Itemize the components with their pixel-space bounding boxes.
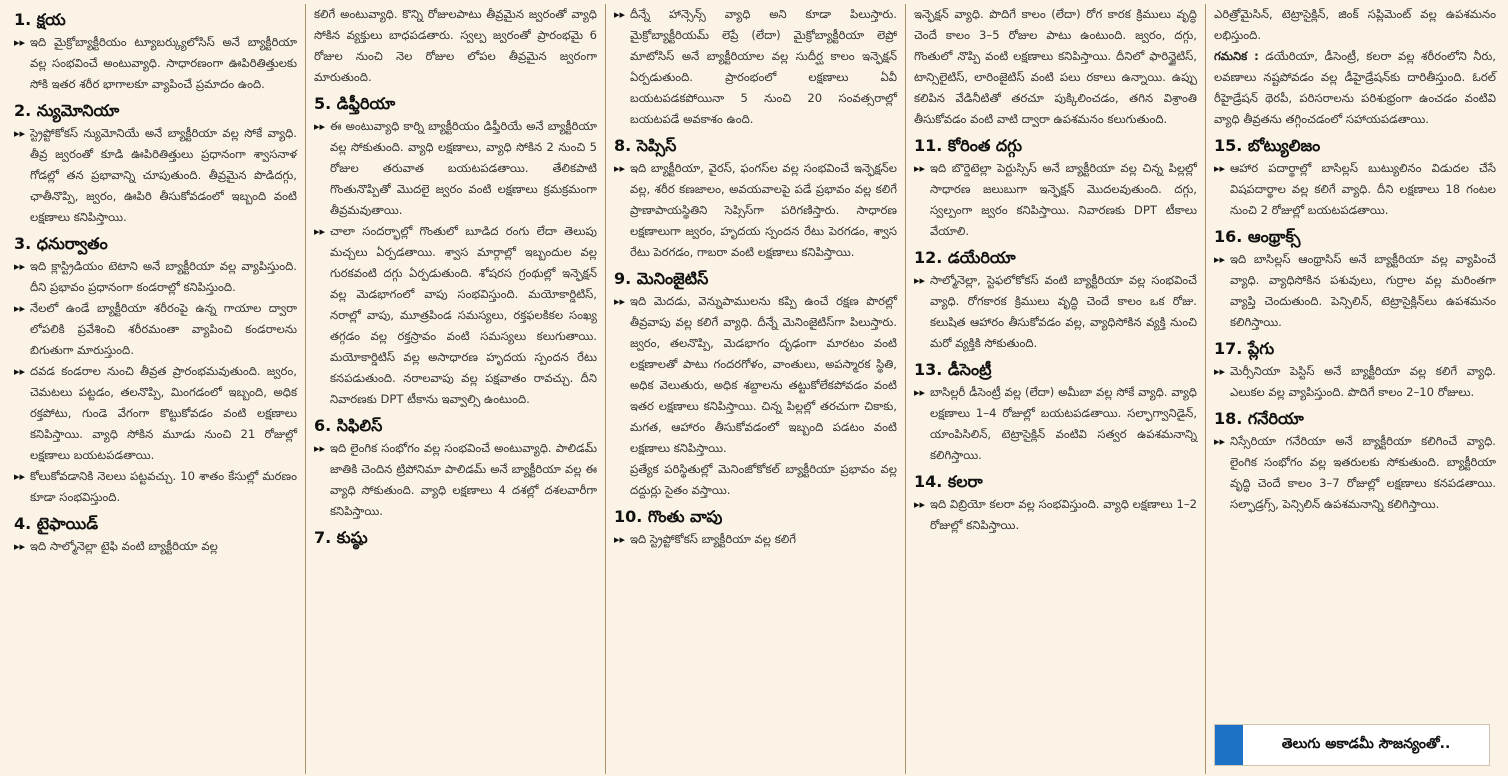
credit-text: తెలుగు అకాడమీ సౌజన్యంతో..	[1281, 735, 1451, 752]
double-arrow-bullet-icon: ▸▸	[614, 533, 626, 546]
bullet-paragraph	[314, 116, 597, 221]
disease-section	[1214, 227, 1496, 333]
disease-section	[614, 507, 897, 550]
paragraph-text: సాల్మోనెల్లా, స్టెఫలోకోకస్ వంటి బ్యాక్టీరియా వల్ల సంభవించే వ్యాధి. రోగకారక క్రిములు వృద్ధి చెందే కాలం ఒక రోజు. కలుషిత ఆహారం తీసుకోవడం వల్ల, వ్యాధిసోకిన వ్యక్తి నుంచి మరో వ్యక్తికి సోకుతుంది.	[930, 273, 1197, 350]
section-title: 17. ప్లేగు	[1214, 339, 1275, 358]
bullet-paragraph	[1214, 158, 1496, 221]
double-arrow-bullet-icon: ▸▸	[14, 365, 26, 378]
section-title: 9. మెనింజైటిస్	[614, 269, 709, 288]
double-arrow-bullet-icon: ▸▸	[914, 386, 926, 399]
section-title: 4. టైఫాయిడ్	[14, 514, 99, 533]
bullet-paragraph	[14, 298, 297, 361]
bullet-paragraph	[614, 158, 897, 263]
disease-section	[314, 528, 597, 548]
paragraph-text: ఇది లైంగిక సంభోగం వల్ల సంభవించే అంటువ్యాధి. పాలిడమ్ జాతికి చెందిన ట్రిపోనిమా పాలిడమ్ అనే బ్యాక్టీరియా వల్ల ఈ వ్యాధి సోకుతుంది. వ్యాధి లక్షణాలు 4 దశల్లో దశలవారీగా కనిపిస్తాయి.	[330, 441, 597, 518]
disease-section	[914, 136, 1197, 242]
bullet-paragraph	[14, 32, 297, 95]
credit-box	[1214, 724, 1490, 766]
disease-section	[314, 416, 597, 522]
section-title: 12. డయేరియా	[914, 248, 1016, 267]
bullet-paragraph	[1214, 431, 1496, 515]
double-arrow-bullet-icon: ▸▸	[1214, 435, 1226, 448]
bullet-paragraph	[314, 221, 597, 410]
disease-section	[14, 234, 297, 508]
double-arrow-bullet-icon: ▸▸	[914, 162, 926, 175]
paragraph-text: ఇది విబ్రియో కలరా వల్ల సంభవిస్తుంది. వ్యాధి లక్షణాలు 1–2 రోజుల్లో కనిపిస్తాయి.	[930, 497, 1197, 532]
double-arrow-bullet-icon: ▸▸	[314, 120, 326, 133]
section-title: 15. బోట్యులిజం	[1214, 136, 1321, 155]
paragraph-text: ఇది బాసిల్లస్ ఆంథ్రాసిస్ అనే బ్యాక్టీరియా వల్ల వ్యాపించే వ్యాధి. వ్యాధిసోకిన పశువులు, గుర్రాల వల్ల మరింతగా వ్యాప్తి చెందుతుంది. పెన్సిలిన్, టెట్రాసైక్లిన్‌లు ఉపశమనం కలిగిస్తాయి.	[1230, 252, 1496, 329]
bullet-paragraph	[914, 158, 1197, 242]
disease-section	[14, 10, 297, 95]
bullet-paragraph	[614, 529, 897, 550]
paragraph-text: దవడ కండరాల నుంచి తీవ్రత ప్రారంభమవుతుంది. జ్వరం, చెమటలు పట్టడం, తలనొప్పి, మింగడంలో ఇబ్బంది, అధిక రక్తపోటు, గుండె వేగంగా కొట్టుకోవడం వంటి లక్షణాలు కనిపిస్తాయి. వ్యాధి సోకిన మూడు నుంచి 21 రోజుల్లో లక్షణాలు బయటపడతాయి.	[30, 364, 297, 462]
double-arrow-bullet-icon: ▸▸	[14, 540, 26, 553]
double-arrow-bullet-icon: ▸▸	[914, 274, 926, 287]
paragraph-text: ఈ అంటువ్యాధి కార్ని బ్యాక్టీరియం డిఫ్తీరియే అనే బ్యాక్టీరియా వల్ల సోకుతుంది. వ్యాధి లక్షణాలు, వ్యాధి సోకిన 2 నుంచి 5 రోజుల తరువాత బయటపడతాయి. తేలికపాటి గొంతునొప్పితో మొదలై జ్వరం వంటి లక్షణాలు క్రమక్రమంగా తీవ్రమవుతాయి.	[330, 119, 597, 217]
disease-section	[14, 514, 297, 557]
bullet-paragraph	[1214, 361, 1496, 403]
disease-section	[14, 101, 297, 228]
column-1	[6, 4, 306, 774]
double-arrow-bullet-icon: ▸▸	[14, 36, 26, 49]
paragraph-text: నిస్సేరియా గనేరియా అనే బ్యాక్టీరియా కలిగించే వ్యాధి. లైంగిక సంభోగం వల్ల ఇతరులకు సోకుతుంది. బ్యాక్టీరియా వృద్ధి చెందే కాలం 3–7 రోజుల్లో లక్షణాలు కనపడతాయి. సల్ఫాడ్రగ్స్, పెన్సిలిన్ ఉపశమనాన్ని కలిగిస్తాయి.	[1230, 434, 1496, 511]
bullet-paragraph	[14, 466, 297, 508]
paragraph-text: స్ట్రెప్టోకోకస్ న్యుమోనియే అనే బ్యాక్టీరియా వల్ల సోకే వ్యాధి. తీవ్ర జ్వరంతో కూడి ఊపిరితిత్తులు ప్రధానంగా శ్వాసనాళ గోడల్లో తన ప్రభావాన్ని చూపుతుంది. తీవ్రమైన పొడిదగ్గు, ఛాతీనొప్పి, జ్వరం, ఊపిరి తీసుకోవడంలో ఇబ్బంది వంటి లక్షణాలు కనిపిస్తాయి.	[30, 126, 297, 224]
disease-section	[914, 472, 1197, 536]
lead-paragraph: ఎరిత్రోమైసిన్, టెట్రాసైక్లిన్, జింక్ సప్లిమెంట్ వల్ల ఉపశమనం లభిస్తుంది.	[1214, 7, 1496, 42]
double-arrow-bullet-icon: ▸▸	[1214, 162, 1226, 175]
double-arrow-bullet-icon: ▸▸	[14, 260, 26, 273]
lead-paragraph: ఇన్ఫెక్షన్ వ్యాధి. పొదిగే కాలం (లేదా) రోగ కారక క్రిములు వృద్ధి చెందే కాలం 3–5 రోజుల పాటు ఉంటుంది. జ్వరం, దగ్గు, గొంతులో నొప్పి వంటి లక్షణాలు కనిపిస్తాయి. దీనిలో ఫారిన్జైటిస్, టాన్సిలైటిస్, లారింజైటిస్ వంటి పలు రకాలు ఉన్నాయి. ఉప్పు కలిపిన వేడినీటితో తరచూ పుక్కిలించడం, తగిన విశ్రాంతి తీసుకోవడం వంటి వాటి ద్వారా ఉపశమనం కలుగుతుంది.	[914, 7, 1197, 126]
column-3	[606, 4, 906, 774]
lead-paragraph: కలిగే అంటువ్యాధి. కొన్ని రోజులపాటు తీవ్రమైన జ్వరంతో వ్యాధి సోకిన వ్యక్తులు బాధపడతారు. స్వల్ప జ్వరంతో ప్రారంభమై 6 రోజుల నుంచి నెల రోజుల లోపల తీవ్రమైన జ్వరంగా మారుతుంది.	[314, 7, 597, 84]
bullet-paragraph	[614, 459, 897, 501]
bullet-paragraph	[614, 4, 897, 130]
disease-section	[614, 4, 897, 130]
bullet-paragraph	[314, 438, 597, 522]
double-arrow-bullet-icon: ▸▸	[614, 295, 626, 308]
bullet-paragraph	[14, 123, 297, 228]
disease-section	[1214, 409, 1496, 515]
section-title: 8. సెప్సిస్	[614, 136, 677, 155]
paragraph-text: నేలలో ఉండే బ్యాక్టీరియా శరీరంపై ఉన్న గాయాల ద్వారా లోపలికి ప్రవేశించి శరీరమంతా వ్యాపించి కండరాలను బిగుతుగా మారుస్తుంది.	[30, 301, 297, 357]
section-title: 3. ధనుర్వాతం	[14, 234, 108, 253]
section-title: 5. డిఫ్తీరియా	[314, 94, 396, 113]
disease-section	[914, 248, 1197, 354]
section-title: 16. ఆంథ్రాక్స్	[1214, 227, 1301, 246]
section-title: 6. సిఫిలిస్	[314, 416, 383, 435]
bullet-paragraph	[914, 494, 1197, 536]
paragraph-text: మెర్సీనియా పెస్టిస్ అనే బ్యాక్టీరియా వల్ల కలిగే వ్యాధి. ఎలుకల వల్ల వ్యాపిస్తుంది. పొదిగే కాలం 2–10 రోజులు.	[1230, 364, 1496, 399]
column-5	[1206, 4, 1504, 774]
paragraph-text: ఇది బ్యాక్టీరియా, వైరస్, ఫంగస్‌ల వల్ల సంభవించే ఇన్ఫెక్షన్‌ల వల్ల, శరీర కణజాలం, అవయవాలపై పడే ప్రభావం వల్ల కలిగే ప్రాణాపాయస్థితిని సెప్సిస్‌గా పరిగణిస్తారు. సాధారణ లక్షణాలుగా జ్వరం, హృదయ స్పందన రేటు పెరగడం, శ్వాస రేటు పెరగడం, గాబరా వంటి లక్షణాలు కనిపిస్తాయి.	[630, 161, 897, 259]
double-arrow-bullet-icon: ▸▸	[1214, 253, 1226, 266]
disease-section	[314, 94, 597, 410]
bullet-paragraph	[614, 291, 897, 459]
credit-accent-bar	[1215, 725, 1243, 765]
disease-section	[914, 360, 1197, 466]
paragraph-text: ఇది క్లాస్ట్రిడియం టెటాని అనే బ్యాక్టీరియా వల్ల వ్యాపిస్తుంది. దీని ప్రభావం ప్రధానంగా కండరాల్లో కనిపిస్తుంది.	[30, 259, 297, 294]
double-arrow-bullet-icon: ▸▸	[14, 470, 26, 483]
section-title: 13. డీసెంట్రీ	[914, 360, 992, 379]
bullet-paragraph	[14, 361, 297, 466]
paragraph-text: ఇది మైక్రోబ్యాక్టీరియం ట్యూబర్క్యులోసిస్ అనే బ్యాక్టీరియా వల్ల సంభవించే అంటువ్యాధి. సాధారణంగా ఊపిరితిత్తులకు సోకి ఇతర శరీర భాగాలకూ వ్యాపించే ప్రమాదం ఉంది.	[30, 35, 297, 91]
paragraph-text: ప్రత్యేక పరిస్థితుల్లో మెనింజోకోకల్ బ్యాక్టీరియా ప్రభావం వల్ల దద్దుర్లు సైతం వస్తాయి.	[630, 462, 897, 497]
paragraph-text: కోలుకోవడానికి నెలలు పట్టవచ్చు. 10 శాతం కేసుల్లో మరణం కూడా సంభవిస్తుంది.	[30, 469, 297, 504]
disease-section	[614, 136, 897, 263]
paragraph-text: చాలా సందర్భాల్లో గొంతులో బూడిద రంగు లేదా తెలుపు మచ్చలు ఏర్పడతాయి. శ్వాస మార్గాల్లో ఇబ్బందుల వల్ల గురకవంటి దగ్గు ఏర్పడుతుంది. శోషరస గ్రంథుల్లో ఇన్ఫెక్షన్ వల్ల మెడభాగంలో వాపు సంభవిస్తుంది. మయోకార్డిటిస్, నరాల్లో వాపు, మూత్రపిండ సమస్యలు, రక్తఫలకికల సంఖ్య తగ్గడం వల్ల రక్తస్రావం వంటి సమస్యలు కలుగుతాయి. మయోకార్డిటిస్ వల్ల అసాధారణ హృదయ స్పందన రేటు కనపడుతుంది. నరాలవాపు వల్ల పక్షవాతం రావచ్చు. దీని నివారణకు DPT టీకాను ఇవ్వాల్సి ఉంటుంది.	[330, 224, 597, 406]
bullet-paragraph	[14, 256, 297, 298]
section-title: 2. న్యుమోనియా	[14, 101, 120, 120]
section-title: 7. కుష్ఠు	[314, 528, 368, 547]
double-arrow-bullet-icon: ▸▸	[14, 302, 26, 315]
column-2	[306, 4, 606, 774]
bullet-paragraph	[1214, 249, 1496, 333]
section-title: 10. గొంతు వాపు	[614, 507, 723, 526]
paragraph-text: దీన్నే హాన్సెన్స్ వ్యాధి అని కూడా పిలుస్తారు. మైక్రోబ్యాక్టీరియమ్ లెప్రే (లేదా) మైక్రోబ్యాక్టీరియా లెప్రో మాటోసిస్ అనే బ్యాక్టీరియాల వల్ల సుదీర్ఘ కాలం ఇన్ఫెక్షన్ ఏర్పడుతుంది. ప్రారంభంలో లక్షణాలు ఏవీ బయటపడకపోయినా 5 నుంచి 20 సంవత్సరాల్లో బయటపడే అవకాశం ఉంది.	[630, 7, 897, 126]
paragraph-text: ఇది స్ట్రెప్టోకోకస్ బ్యాక్టీరియా వల్ల కలిగే	[630, 532, 797, 546]
double-arrow-bullet-icon: ▸▸	[314, 442, 326, 455]
paragraph-text: ఇది సాల్మోనెల్లా టైఫి వంటి బ్యాక్టీరియా వల్ల	[30, 539, 218, 553]
disease-section	[614, 269, 897, 501]
bullet-paragraph	[14, 536, 297, 557]
disease-section	[1214, 136, 1496, 221]
double-arrow-bullet-icon: ▸▸	[14, 127, 26, 140]
paragraph-text: బాసిల్లరీ డీసెంట్రీ వల్ల (లేదా) అమీబా వల్ల సోకే వ్యాధి. వ్యాధి లక్షణాలు 1–4 రోజుల్లో బయటపడతాయి. సల్ఫాగ్వానిడైన్, యాంపిసిలిన్, టెట్రాసైక్లిన్ వంటివి సత్వర ఉపశమనాన్ని కలిగిస్తాయి.	[930, 385, 1197, 462]
paragraph-text: ఇది బొర్డెటెల్లా పెర్టుస్సిస్ అనే బ్యాక్టీరియా వల్ల చిన్న పిల్లల్లో సాధారణ జలుబుగా ఇన్ఫెక్షన్ మొదలవుతుంది. దగ్గు, స్వల్పంగా జ్వరం కనిపిస్తాయి. నివారణకు DPT టీకాలు వేయాలి.	[930, 161, 1197, 238]
double-arrow-bullet-icon: ▸▸	[914, 498, 926, 511]
section-title: 18. గనేరియా	[1214, 409, 1304, 428]
double-arrow-bullet-icon: ▸▸	[614, 162, 626, 175]
double-arrow-bullet-icon: ▸▸	[614, 8, 626, 21]
double-arrow-bullet-icon: ▸▸	[1214, 365, 1226, 378]
note-label: గమనిక :	[1214, 49, 1259, 63]
note-text: డయేరియా, డీసెంట్రీ, కలరా వల్ల శరీరంలోని నీరు, లవణాలు నష్టపోవడం వల్ల డీహైడ్రేషన్‌కు దారితీస్తుంది. ఓరల్ రీహైడ్రేషన్ థెరపీ, పరిసరాలను పరిశుభ్రంగా ఉంచడం వంటివి వ్యాధి తీవ్రతను తగ్గించడంలో సహాయపడతాయి.	[1214, 49, 1496, 126]
note-paragraph	[1214, 46, 1496, 130]
column-4	[906, 4, 1206, 774]
paragraph-text: ఆహార పదార్థాల్లో బాసిల్లస్ బుట్యులినం విడుదల చేసే విషపదార్థాల వల్ల కలిగే వ్యాధి. దీని లక్షణాలు 18 గంటల నుంచి 2 రోజుల్లో బయటపడతాయి.	[1230, 161, 1496, 217]
paragraph-text: ఇది మెదడు, వెన్నుపాములను కప్పి ఉంచే రక్షణ పొరల్లో తీవ్రవాపు వల్ల కలిగే వ్యాధి. దీన్నే మెనింజైటిస్‌గా పిలుస్తారు. జ్వరం, తలనొప్పి, మెడభాగం దృఢంగా మారటం వంటి లక్షణాలతో పాటు గందరగోళం, వాంతులు, అపస్మారక స్థితి, అధిక వెలుతురు, అధిక శబ్దాలను తట్టుకోలేకపోవడం వంటి ఇతర లక్షణాలు కనిపిస్తాయి. చిన్న పిల్లల్లో తరచుగా చికాకు, మగత, ఆహారం తీసుకోవడంలో ఇబ్బంది పడటం వంటి లక్షణాలు కనిపిస్తాయి.	[630, 294, 897, 455]
disease-section	[1214, 339, 1496, 403]
bullet-paragraph	[914, 270, 1197, 354]
double-arrow-bullet-icon: ▸▸	[314, 225, 326, 238]
bullet-paragraph	[914, 382, 1197, 466]
section-title: 1. క్షయ	[14, 10, 66, 29]
section-title: 11. కోరింత దగ్గు	[914, 136, 1023, 155]
section-title: 14. కలరా	[914, 472, 983, 491]
